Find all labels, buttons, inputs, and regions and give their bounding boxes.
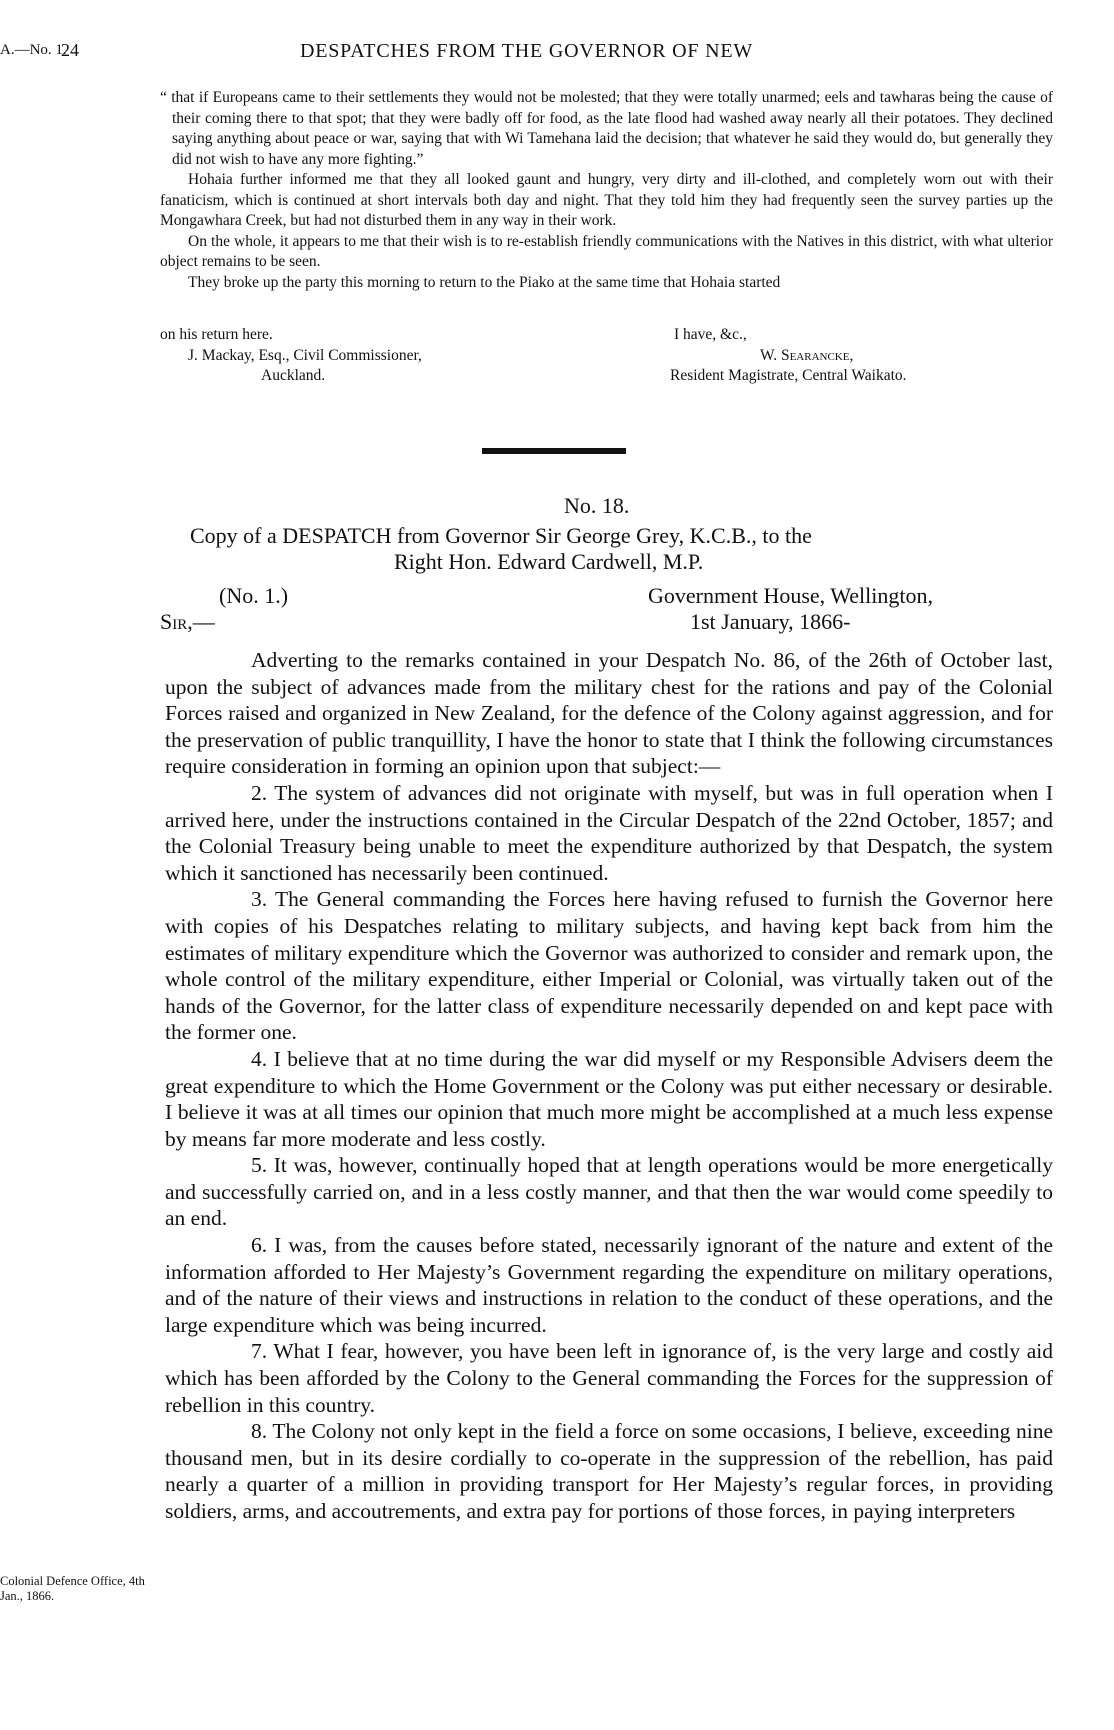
despatch-title-line-1: Copy of a DESPATCH from Governor Sir George Grey, K.C.B., to the	[190, 523, 812, 548]
despatch-number: No. 18.	[564, 493, 630, 518]
enclosure-paragraph: Hohaia further informed me that they all looked gaunt and hungry, very dirty and ill-clothed, and completely worn out with their fanaticism, which is continued at short intervals both day and night. That they told him they had frequently seen the survey parties up the Mongawhara Creek, but had not disturbed them in any way in their work.	[160, 171, 1053, 229]
addressee-name: J. Mackay, Esq., Civil Commissioner,	[188, 347, 422, 364]
closing-formula: I have, &c.,	[674, 326, 747, 343]
body-paragraph: 7. What I fear, however, you have been left in ignorance of, is the very large and costly aid which has been afforded by the Colony to the General commanding the Forces for the suppression of rebellion in this country.	[165, 1339, 1053, 1417]
body-paragraph: 5. It was, however, continually hoped that at length operations would be more energetically and successfully carried on, and in a less costly manner, and that then the war would come speedily to an end.	[165, 1153, 1053, 1231]
margin-note: Colonial Defence Office, 4th Jan., 1866.	[0, 1574, 145, 1603]
section-divider	[482, 448, 626, 454]
signatory-name: W. Searancke,	[760, 347, 854, 364]
page-header	[0, 40, 1114, 70]
body-paragraph: 4. I believe that at no time during the war did myself or my Responsible Advisers deem the great expenditure to which the Home Government or the Colony was put either necessary or desirable. I believe it was at all times our opinion that much more might be accomplished at a much less expense by means far more moderate and less costly.	[165, 1046, 1053, 1151]
body-paragraph: 2. The system of advances did not originate with myself, but was in full operation when I arrived here, under the instructions contained in the Circular Despatch of the 22nd October, 1857; and the Colonial Treasury being unable to meet the expenditure authorized by that Despatch, the system which it sanctioned has necessarily been continued.	[165, 780, 1053, 885]
salutation: Sir,—	[160, 609, 215, 634]
body-paragraph: Adverting to the remarks contained in your Despatch No. 86, of the 26th of October last, upon the subject of advances made from the military chest for the rations and pay of the Colonial Forces raised and organized in New Zealand, for the defence of the Colony against aggression, and for the preservation of public tranquillity, I have the honor to state that I think the following circumstances require consideration in forming an opinion upon that subject:—	[165, 648, 1053, 779]
despatch-date: 1st January, 1866-	[690, 609, 851, 634]
enclosure-paragraph: On the whole, it appears to me that their wish is to re-establish friendly communications with the Natives in this district, with what ulterior object remains to be seen.	[160, 232, 1053, 270]
running-title: DESPATCHES FROM THE GOVERNOR OF NEW	[300, 40, 754, 62]
paper-reference: A.—No. 1.	[0, 42, 67, 58]
body-paragraph: 3. The General commanding the Forces here having refused to furnish the Governor here with copies of his Despatches relating to military subjects, and having kept back from him the estimates of military expenditure which the Governor was authorized to consider and remark upon, the whole control of the military expenditure, either Imperial or Colonial, was virtually taken out of the hands of the Governor, for the latter class of expenditure necessarily depended on and kept pace with the former one.	[165, 887, 1053, 1045]
body-paragraph: 8. The Colony not only kept in the field a force on some occasions, I believe, exceeding nine thousand men, but in its desire cordially to co-operate in the suppression of the rebellion, has paid nearly a quarter of a million in providing transport for Her Majesty’s regular forces, in providing soldiers, arms, and accoutrements, and extra pay for portions of those forces, in paying interpreters	[165, 1419, 1053, 1523]
signatory-title: Resident Magistrate, Central Waikato.	[670, 367, 907, 384]
despatch-title-line-2: Right Hon. Edward Cardwell, M.P.	[394, 549, 704, 574]
body-paragraph: 6. I was, from the causes before stated, necessarily ignorant of the nature and extent of the information afforded to Her Majesty’s Government regarding the expenditure on military operations, and of the nature of their views and instructions in relation to the conduct of these operations, and the large expenditure which was being incurred.	[165, 1233, 1053, 1337]
addressee-place: Auckland.	[261, 367, 326, 384]
quoted-statement: “ that if Europeans came to their settlements they would not be molested; that they were totally unarmed; eels and tawharas being the cause of their coming there to that spot; that they were badly off for food, as the late flood had washed away nearly all their potatoes. They declined saying anything about peace or war, saying that with Wi Tamehana laid the decision; that whatever he said they would do, but generally they did not wish to have any more fighting.”	[160, 89, 1053, 168]
enclosure-text	[160, 88, 1053, 293]
despatch-place: Government House, Wellington,	[648, 583, 934, 608]
enclosure-last-line: on his return here.	[160, 326, 273, 343]
despatch-body	[165, 647, 1053, 1525]
despatch-reference: (No. 1.)	[219, 583, 289, 608]
page-number: 24	[61, 40, 79, 60]
enclosure-paragraph: They broke up the party this morning to return to the Piako at the same time that Hohaia started	[188, 273, 781, 291]
